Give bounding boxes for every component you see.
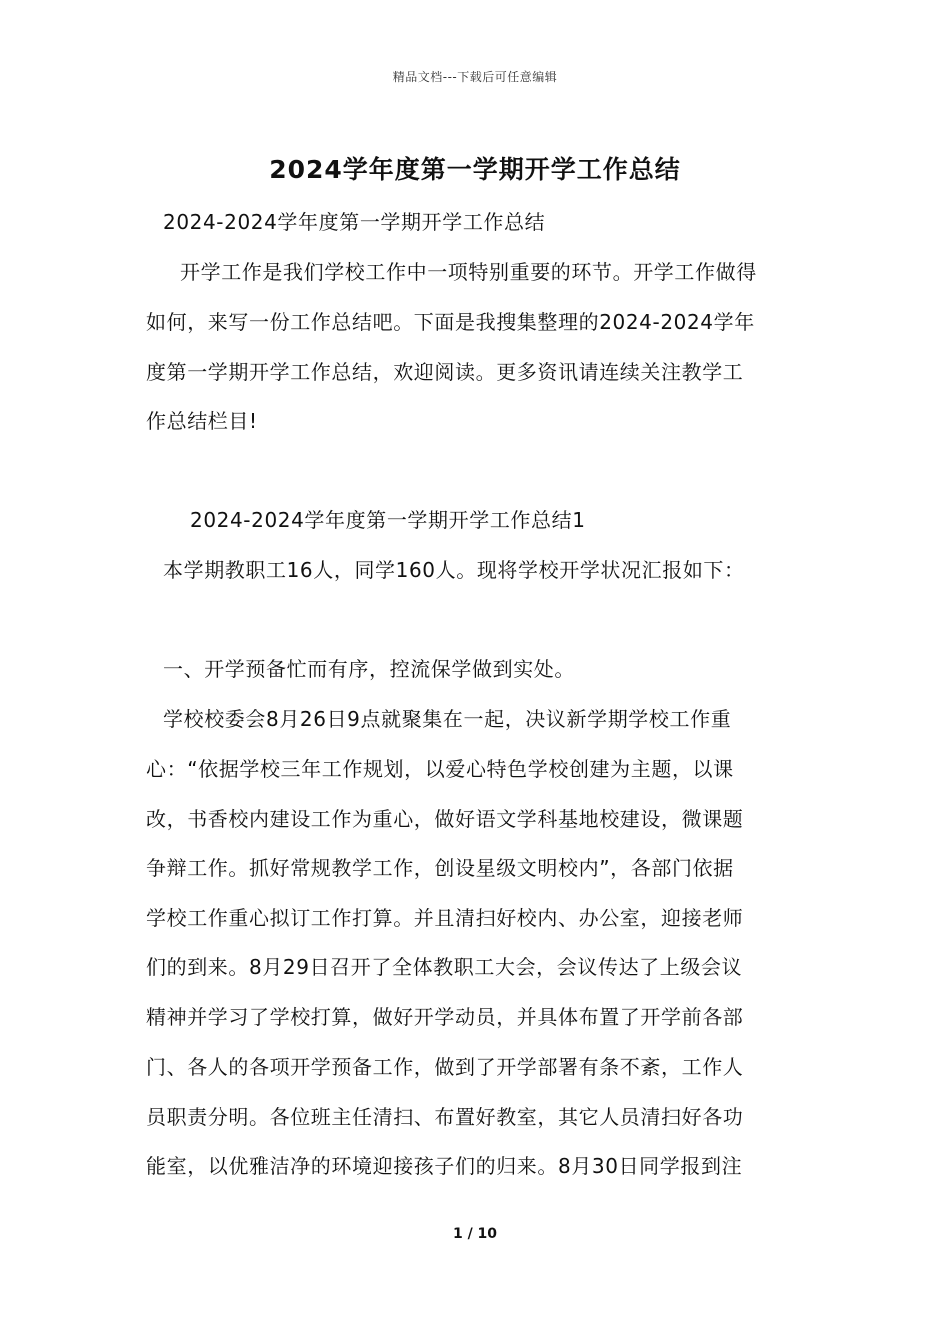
- staff-summary-line: 本学期教职工16人，同学160人。现将学校开学状况汇报如下：: [163, 558, 745, 582]
- intro-line: 作总结栏目!: [146, 409, 258, 433]
- body-line: 改，书香校内建设工作为重心，做好语文学科基地校建设，微课题: [146, 807, 744, 831]
- intro-line: 如何，来写一份工作总结吧。下面是我搜集整理的2024-2024学年: [146, 310, 755, 334]
- body-line: 心：“依据学校三年工作规划，以爱心特色学校创建为主题，以课: [146, 757, 734, 781]
- intro-line: 开学工作是我们学校工作中一项特别重要的环节。开学工作做得: [180, 260, 757, 284]
- body-line: 门、各人的各项开学预备工作，做到了开学部署有条不紊，工作人: [146, 1055, 744, 1079]
- body-line: 能室，以优雅洁净的环境迎接孩子们的归来。8月30日同学报到注: [146, 1154, 743, 1178]
- section-heading: 一、开学预备忙而有序，控流保学做到实处。: [163, 657, 575, 681]
- body-line: 员职责分明。各位班主任清扫、布置好教室，其它人员清扫好各功: [146, 1105, 744, 1129]
- document-subtitle: 2024-2024学年度第一学期开学工作总结: [163, 210, 546, 234]
- body-line: 学校校委会8月26日9点就聚集在一起，决议新学期学校工作重: [163, 707, 732, 731]
- document-title: 2024学年度第一学期开学工作总结: [269, 155, 681, 184]
- body-line: 们的到来。8月29日召开了全体教职工大会，会议传达了上级会议: [146, 955, 743, 979]
- body-line: 学校工作重心拟订工作打算。并且清扫好校内、办公室，迎接老师: [146, 906, 744, 930]
- section-title: 2024-2024学年度第一学期开学工作总结1: [190, 508, 586, 532]
- body-line: 争辩工作。抓好常规教学工作，创设星级文明校内”，各部门依据: [146, 856, 734, 880]
- intro-line: 度第一学期开学工作总结，欢迎阅读。更多资讯请连续关注教学工: [146, 360, 744, 384]
- body-line: 精神并学习了学校打算，做好开学动员，并具体布置了开学前各部: [146, 1005, 744, 1029]
- page-header-note: 精品文档---下载后可任意编辑: [392, 70, 558, 84]
- page-number: 1 / 10: [452, 1226, 498, 1242]
